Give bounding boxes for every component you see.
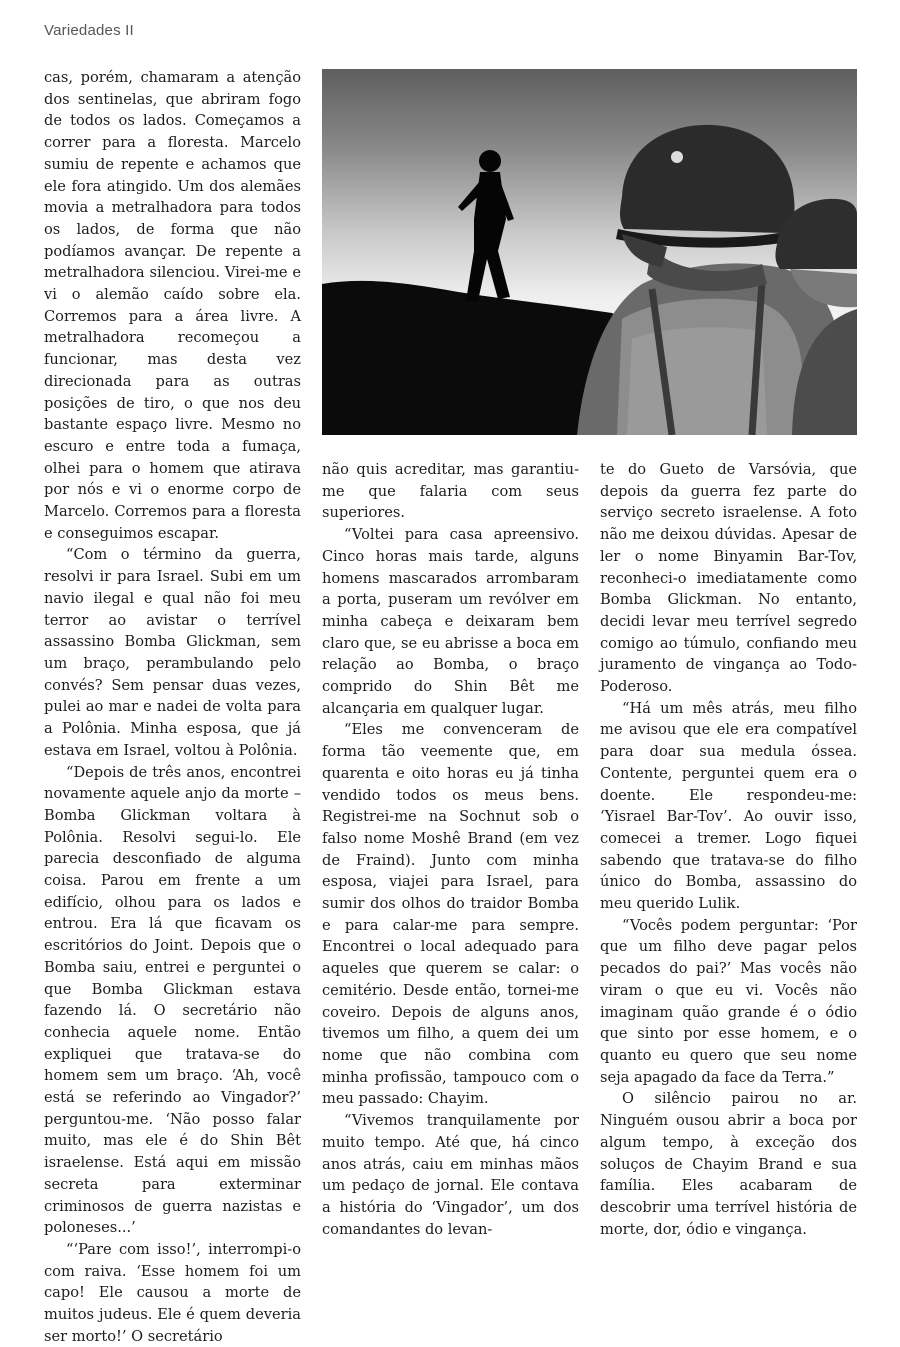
- paragraph: “Depois de três anos, encontrei novamente aquele anjo da morte – Bomba Glickman voltara à Polônia. Resolvi segui-lo. Ele parecia desconfiado de alguma coisa. Parou em frente a um edifício, olhou para os lados e entrou. Era lá que ficavam os escritórios do Joint. Depois que o Bomba saiu, entrei e perguntei o que Bomba Glickman estava fazendo lá. O secretário não conhecia aquele nome. Então expliquei que tratava-se do homem sem um braço. ‘Ah, você está se referindo ao Vingador?’ perguntou-me. ‘Não posso falar muito, mas ele é do Shin Bêt israelense. Está aqui em missão secreta para exterminar criminosos de guerra nazistas e poloneses...’: [44, 763, 301, 1237]
- paragraph: cas, porém, chamaram a atenção dos sentinelas, que abriram fogo de todos os lados. Começamos a correr para a floresta. Marcelo sumiu de repente e achamos que ele fora atingido. Um dos alemães movia a metralhadora para todos os lados, de forma que não podíamos avançar. De repente a metralhadora silenciou. Virei-me e vi o alemão caído sobre ela. Corremos para a área livre. A metralhadora recomeçou a funcionar, mas desta vez direcionada para as outras posições de tiro, o que nos deu bastante espaço livre. Mesmo no escuro e entre toda a fumaça, olhei para o homem que atirava por nós e vi o enorme corpo de Marcelo. Corremos para a floresta e conseguimos escapar.: [44, 69, 301, 542]
- paragraph: “Eles me convenceram de forma tão veemente que, em quarenta e oito horas eu já tinha vendido todos os meus bens. Registrei-me na Sochnut sob o falso nome Moshê Brand (em vez de Fraind). Junto com minha esposa, viajei para Israel, para sumir dos olhos do traidor Bomba e para calar-me para sempre. Encontrei o local adequado para aqueles que querem se calar: o cemitério. Desde então, tornei-me coveiro. Depois de alguns anos, tivemos um filho, a quem dei um nome que não combina com minha profissão, tampouco com o meu passado: Chayim.: [322, 721, 579, 1108]
- paragraph: O silêncio pairou no ar. Ninguém ousou abrir a boca por algum tempo, à exceção dos soluços de Chayim Brand e sua família. Eles acabaram de descobrir uma terrível história de morte, dor, ódio e vingança.: [600, 1090, 857, 1238]
- soldiers-silhouette-illustration: [322, 69, 857, 435]
- paragraph: não quis acreditar, mas garantiu-me que falaria com seus superiores.: [322, 461, 579, 522]
- paragraph: “‘Pare com isso!’, interrompi-o com raiva. ‘Esse homem foi um capo! Ele causou a morte de muitos judeus. Ele é quem deveria ser morto!’ O secretário: [44, 1240, 301, 1345]
- paragraph: “Vivemos tranquilamente por muito tempo. Até que, há cinco anos atrás, caiu em minhas mãos um pedaço de jornal. Ele contava a história do ‘Vingador’, um dos comandantes do levan-: [322, 1112, 579, 1238]
- text-column-1: [44, 67, 301, 1347]
- paragraph: “Com o término da guerra, resolvi ir para Israel. Subi em um navio ilegal e qual não foi meu terror ao avistar o terrível assassino Bomba Glickman, sem um braço, perambulando pelo convés? Sem pensar duas vezes, pulei ao mar e nadei de volta para a Polônia. Minha esposa, que já estava em Israel, voltou à Polônia.: [44, 546, 301, 759]
- article-photo: [322, 69, 857, 435]
- text-column-3: [600, 459, 857, 1240]
- paragraph: “Há um mês atrás, meu filho me avisou que ele era compatível para doar sua medula óssea. Contente, perguntei quem era o doente. Ele respondeu-me: ‘Yisrael Bar-Tov’. Ao ouvir isso, comecei a tremer. Logo fiquei sabendo que tratava-se do filho único do Bomba, assassino do meu querido Lulik.: [600, 699, 857, 913]
- paragraph: “Vocês podem perguntar: ‘Por que um filho deve pagar pelos pecados do pai?’ Mas vocês não viram o que eu vi. Vocês não imaginam quão grande é o ódio que sinto por esse homem, e o quanto eu quero que seu nome seja apagado da face da Terra.”: [600, 916, 857, 1086]
- paragraph: “Voltei para casa apreensivo. Cinco horas mais tarde, alguns homens mascarados arrombaram a porta, puseram um revólver em minha cabeça e deixaram bem claro que, se eu abrisse a boca em relação ao Bomba, o braço comprido do Shin Bêt me alcançaria em qualquer lugar.: [322, 526, 579, 717]
- section-header: Variedades II: [44, 22, 134, 39]
- text-column-2: [322, 459, 579, 1240]
- paragraph: te do Gueto de Varsóvia, que depois da guerra fez parte do serviço secreto israelense. A foto não me deixou dúvidas. Apesar de ler o nome Binyamin Bar-Tov, reconheci-o imediatamente como Bomba Glickman. No entanto, decidi levar meu terrível segredo comigo ao túmulo, confiando meu juramento de vingança ao Todo-Poderoso.: [600, 461, 857, 696]
